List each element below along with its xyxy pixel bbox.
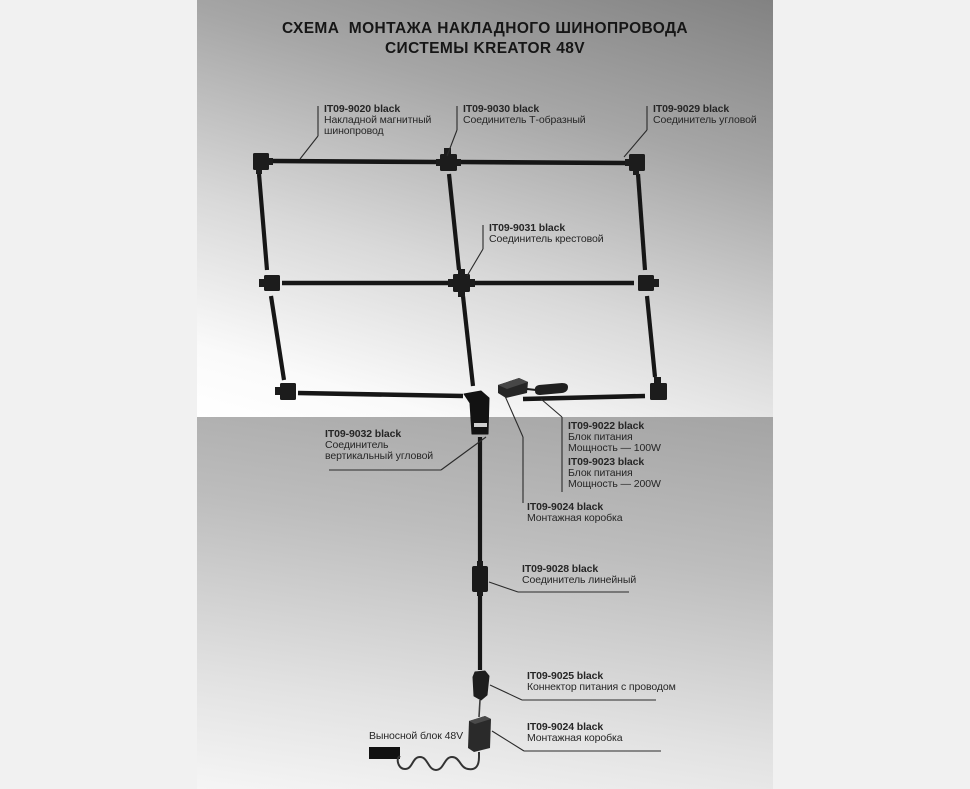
connectors xyxy=(253,148,667,400)
remote-block-label: Выносной блок 48V xyxy=(369,730,463,742)
label-it09-9024-upper xyxy=(527,502,623,524)
track-segment xyxy=(460,162,625,163)
mounting-box-icon xyxy=(468,716,491,752)
label-it09-9023 xyxy=(568,457,661,491)
part-description: Блок питания xyxy=(568,431,633,444)
part-description: Монтажная коробка xyxy=(527,732,623,745)
part-description: Соединитель xyxy=(325,439,389,452)
leader-it09-9031 xyxy=(467,225,483,276)
part-description: Соединитель крестовой xyxy=(489,233,604,246)
leader-it09-9024-upper xyxy=(505,396,523,503)
leader-it09-9020 xyxy=(300,106,318,159)
corner-connector-icon xyxy=(625,154,645,175)
power-connector-icon xyxy=(473,671,489,717)
part-description: Накладной магнитный xyxy=(324,114,432,127)
part-number: IT09-9023 black xyxy=(568,456,645,468)
label-it09-9028 xyxy=(522,564,636,586)
corner-connector-icon xyxy=(650,377,667,400)
part-number: IT09-9024 black xyxy=(527,721,604,733)
label-it09-9022 xyxy=(568,421,661,455)
track-segment xyxy=(638,174,645,270)
vertical-corner-connector-icon xyxy=(464,391,489,434)
part-description: Соединитель Т-образный xyxy=(463,114,586,127)
label-it09-9032 xyxy=(325,429,433,463)
track-segment xyxy=(273,161,436,162)
track-segment xyxy=(259,174,267,270)
corner-connector-icon xyxy=(275,383,296,400)
track-segment xyxy=(647,296,655,377)
part-description: Коннектор питания с проводом xyxy=(527,681,676,694)
junction-box-icon xyxy=(498,378,528,398)
track-end-connector-icon xyxy=(638,275,659,291)
part-description: шинопровод xyxy=(324,125,384,138)
part-description: Монтажная коробка xyxy=(527,512,623,525)
part-number: IT09-9032 black xyxy=(325,428,402,440)
box-psu-link xyxy=(527,389,536,390)
part-number: IT09-9028 black xyxy=(522,563,599,575)
track-segment xyxy=(463,296,473,386)
track-segment xyxy=(523,396,645,399)
page-title-line1: СХЕМА МОНТАЖА НАКЛАДНОГО ШИНОПРОВОДА xyxy=(281,20,689,37)
label-it09-9030 xyxy=(463,104,586,126)
part-number: IT09-9020 black xyxy=(324,103,401,115)
label-it09-9029 xyxy=(653,104,757,126)
label-remote-block-48v xyxy=(369,731,463,742)
part-description: Блок питания xyxy=(568,467,633,480)
part-number: IT09-9030 black xyxy=(463,103,540,115)
label-it09-9031 xyxy=(489,223,604,245)
part-number: IT09-9022 black xyxy=(568,420,645,432)
part-description: вертикальный угловой xyxy=(325,450,434,463)
part-number: IT09-9029 black xyxy=(653,103,730,115)
part-number: IT09-9031 black xyxy=(489,222,566,234)
track-end-connector-icon xyxy=(259,275,280,291)
remote-power-block-icon xyxy=(369,747,400,759)
label-it09-9025 xyxy=(527,671,676,693)
label-it09-9020 xyxy=(324,104,431,138)
part-description: Соединитель линейный xyxy=(522,574,637,587)
part-description: Мощность — 200W xyxy=(568,478,661,491)
page-title xyxy=(197,19,773,59)
part-number: IT09-9024 black xyxy=(527,501,604,513)
cross-connector-icon xyxy=(448,269,475,297)
leader-it09-9022-9023 xyxy=(541,399,562,492)
power-cord-wire xyxy=(398,752,479,770)
power-supply-icon xyxy=(535,383,568,395)
track-segment xyxy=(298,393,463,396)
label-it09-9024-lower xyxy=(527,722,623,744)
track-segment xyxy=(271,296,284,380)
part-description: Мощность — 100W xyxy=(568,442,661,455)
part-number: IT09-9025 black xyxy=(527,670,604,682)
track-segment xyxy=(449,174,459,270)
part-description: Соединитель угловой xyxy=(653,114,757,127)
linear-connector-icon xyxy=(472,561,488,596)
page-title-line2: СИСТЕМЫ KREATOR 48V xyxy=(384,40,586,57)
leader-it09-9029 xyxy=(624,106,647,157)
corner-connector-icon xyxy=(253,153,273,174)
